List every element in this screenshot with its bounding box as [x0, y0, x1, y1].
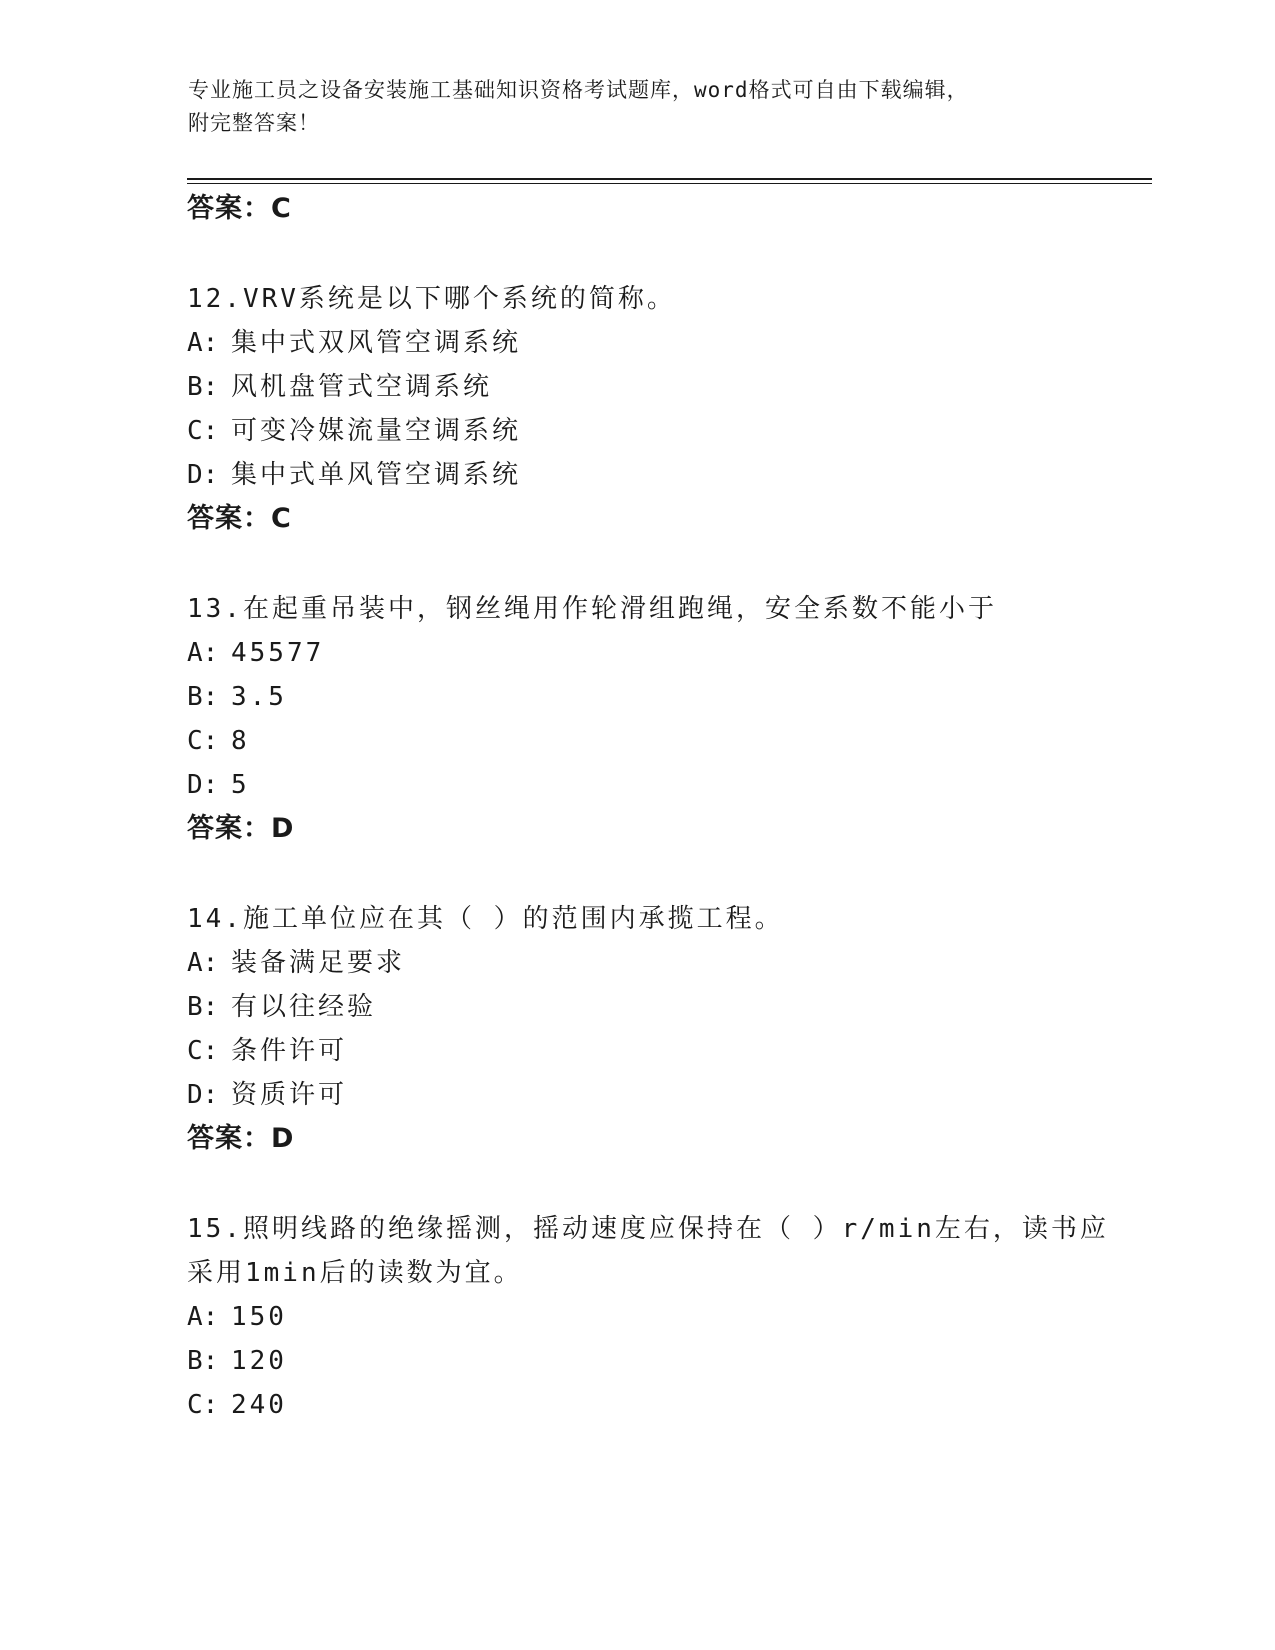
question-15-option-b [187, 1343, 287, 1379]
option-label: A: [187, 328, 219, 358]
option-text: 有以往经验 [231, 992, 377, 1022]
option-label: D: [187, 460, 219, 490]
question-15-stem-line-2: 采用1min后的读数为宜。 [187, 1258, 523, 1288]
header-line-2: 附完整答案！ [188, 111, 320, 135]
option-text: 45577 [231, 638, 325, 668]
option-label: C: [187, 416, 219, 446]
option-text: 条件许可 [231, 1036, 348, 1066]
question-15-stem-line-1: 15.照明线路的绝缘摇测，摇动速度应保持在（ ）r/min左右，读书应 [187, 1214, 1109, 1244]
option-text: 240 [231, 1390, 287, 1420]
question-12-option-a [187, 325, 521, 361]
option-label: B: [187, 992, 219, 1022]
question-13-option-d [187, 767, 250, 803]
question-12-option-c [187, 413, 521, 449]
question-13-answer: 答案：D [187, 813, 295, 844]
question-13-stem: 13.在起重吊装中，钢丝绳用作轮滑组跑绳，安全系数不能小于 [187, 594, 997, 624]
question-12-answer: 答案：C [187, 503, 292, 534]
document-header [188, 74, 1088, 140]
option-label: A: [187, 638, 219, 668]
option-text: 8 [231, 726, 250, 756]
question-14-answer: 答案：D [187, 1123, 295, 1154]
option-label: C: [187, 726, 219, 756]
question-14-option-a [187, 945, 405, 981]
header-line-1: 专业施工员之设备安装施工基础知识资格考试题库，word格式可自由下载编辑， [188, 78, 969, 102]
option-text: 5 [231, 770, 250, 800]
question-14-stem: 14.施工单位应在其（ ）的范围内承揽工程。 [187, 904, 784, 934]
option-label: B: [187, 372, 219, 402]
question-13-option-c [187, 723, 250, 759]
question-12-stem: 12.VRV系统是以下哪个系统的简称。 [187, 284, 676, 314]
question-13-option-b [187, 679, 287, 715]
question-15-option-a [187, 1299, 287, 1335]
question-15-option-c [187, 1387, 287, 1423]
option-label: C: [187, 1390, 219, 1420]
header-divider-thin [187, 183, 1152, 184]
option-label: D: [187, 1080, 219, 1110]
option-label: D: [187, 770, 219, 800]
question-14-option-c [187, 1033, 347, 1069]
option-text: 150 [231, 1302, 287, 1332]
question-13-option-a [187, 635, 324, 671]
option-label: A: [187, 948, 219, 978]
option-text: 风机盘管式空调系统 [231, 372, 493, 402]
option-text: 可变冷媒流量空调系统 [231, 416, 522, 446]
option-label: C: [187, 1036, 219, 1066]
option-text: 资质许可 [231, 1080, 348, 1110]
question-14-option-d [187, 1077, 347, 1113]
option-text: 3.5 [231, 682, 287, 712]
option-text: 120 [231, 1346, 287, 1376]
question-12-option-d [187, 457, 521, 493]
question-14-option-b [187, 989, 376, 1025]
option-text: 装备满足要求 [231, 948, 406, 978]
header-divider-thick [187, 178, 1152, 180]
option-text: 集中式双风管空调系统 [231, 328, 522, 358]
option-text: 集中式单风管空调系统 [231, 460, 522, 490]
option-label: B: [187, 682, 219, 712]
question-12-option-b [187, 369, 492, 405]
previous-answer: 答案：C [187, 193, 292, 224]
option-label: B: [187, 1346, 219, 1376]
option-label: A: [187, 1302, 219, 1332]
